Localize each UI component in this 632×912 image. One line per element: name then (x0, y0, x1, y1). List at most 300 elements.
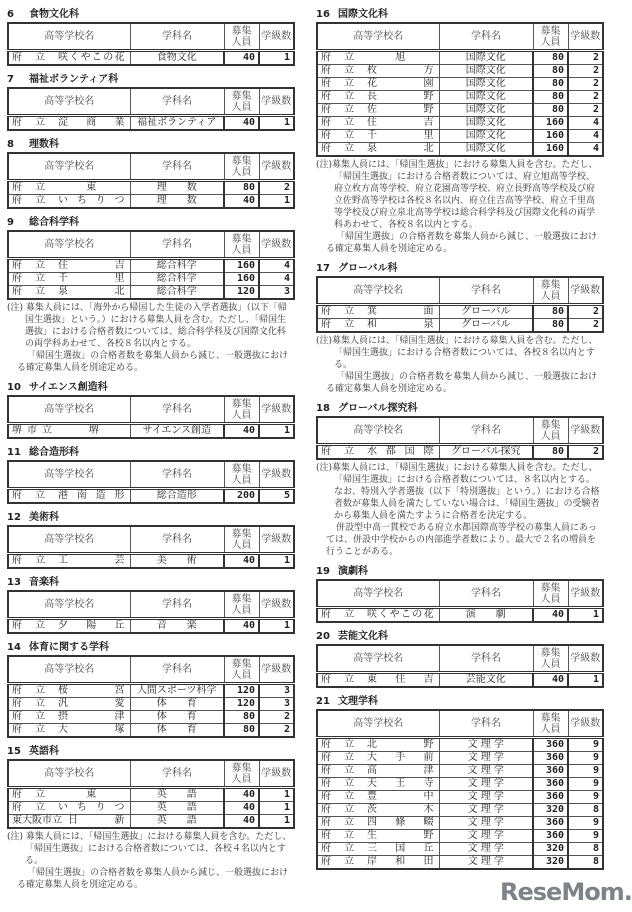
school-name-wrapper (12, 273, 127, 285)
school-name-cell (8, 116, 130, 131)
school-type: 府 立 (321, 117, 360, 128)
header-classes: 学級数 (259, 153, 294, 181)
school-name-wrapper (12, 685, 127, 697)
school-type: 府 立 (12, 802, 51, 813)
school-name-cell (317, 65, 439, 78)
department-name: 国際文化 (439, 91, 533, 104)
department-name: 文 理 学 (439, 778, 533, 791)
school-name-cell (8, 724, 130, 738)
classes-value: 1 (259, 554, 294, 569)
capacity-value: 80 (533, 65, 568, 78)
classes-value: 2 (568, 104, 603, 117)
school-type: 府 立 (12, 117, 51, 128)
note-paragraph: (注)募集人員には、「帰国生選抜」における募集人員を含む。ただし、「帰国生選抜」における合格者数については、８名以内とする。なお、特別入学者選抜（以下「特別選抜」という。）における合格者数が募集人員を満たしていない場合は、「帰国生選抜」の受験者から募集人員を満たすように合格者を決定する。 (316, 463, 600, 521)
school-type: 府 立 (12, 286, 51, 297)
school-type: 堺市立 (12, 425, 57, 436)
header-school: 高等学校名 (8, 231, 130, 259)
capacity-value: 40 (533, 673, 568, 688)
school-type: 府 立 (321, 91, 360, 102)
section-number: 9 (7, 217, 14, 228)
capacity-value: 40 (224, 815, 259, 829)
header-department: 学科名 (439, 645, 533, 673)
department-name: 文 理 学 (439, 804, 533, 817)
enrollment-table (7, 230, 295, 300)
capacity-value: 360 (533, 738, 568, 752)
school-name: 咲くやこの花 (367, 609, 434, 620)
school-name-cell (8, 815, 130, 829)
school-name: 生野 (367, 830, 434, 841)
classes-value: 1 (568, 673, 603, 688)
section-title (7, 576, 293, 590)
enrollment-table (7, 22, 295, 66)
header-department: 学科名 (439, 580, 533, 608)
capacity-value: 40 (224, 424, 259, 439)
school-type: 府 立 (321, 791, 360, 802)
department-name: グローバル (439, 305, 533, 319)
school-name-cell (317, 830, 439, 843)
table-row (317, 765, 603, 778)
department-name: 体 育 (130, 724, 224, 738)
table-row (8, 273, 294, 286)
table-row (8, 724, 294, 738)
school-name: 東 (86, 182, 97, 193)
section-number: 8 (7, 139, 14, 150)
header-classes: 学級数 (259, 231, 294, 259)
school-name-cell (8, 788, 130, 802)
department-name: 文 理 学 (439, 830, 533, 843)
school-type: 府 立 (12, 620, 51, 631)
capacity-value: 40 (224, 51, 259, 66)
note-paragraph: 「帰国生選抜」の合格者数を募集人員から減じ、一般選抜における確定募集人員を別途定める。 (326, 232, 598, 254)
note-paragraph: 「帰国生選抜」の合格者数を募集人員から減じ、一般選抜における確定募集人員を別途定める。 (326, 372, 598, 394)
table-row (8, 815, 294, 829)
school-name: 東住吉 (367, 674, 434, 685)
school-name-cell (8, 195, 130, 209)
table-row (317, 830, 603, 843)
school-name-wrapper (12, 425, 127, 437)
school-name-wrapper (12, 117, 127, 129)
school-name-wrapper (12, 724, 127, 736)
school-name: 佐野 (367, 104, 434, 115)
section-number: 10 (7, 382, 21, 393)
classes-value: 4 (568, 130, 603, 143)
school-name-cell (317, 791, 439, 804)
header-capacity: 募集 人員 (533, 277, 568, 305)
school-name: 摂津 (58, 711, 125, 722)
school-name: 豊中 (367, 791, 434, 802)
header-capacity: 募集 人員 (224, 231, 259, 259)
school-name-cell (317, 143, 439, 157)
header-school: 高等学校名 (317, 417, 439, 445)
school-name-cell (317, 319, 439, 333)
header-capacity: 募集 人員 (533, 645, 568, 673)
classes-value: 8 (568, 843, 603, 856)
section-title (7, 8, 293, 22)
section-note (7, 831, 293, 891)
department-name: 福祉ボランティア (130, 116, 224, 131)
section-title (316, 402, 602, 416)
header-capacity: 募集 人員 (533, 580, 568, 608)
school-name-wrapper (12, 182, 127, 194)
table-row (8, 554, 294, 569)
classes-value: 1 (259, 116, 294, 131)
school-type: 府 立 (12, 724, 51, 735)
section-name: 総合科学科 (29, 217, 79, 228)
section-14 (7, 641, 293, 738)
header-row (317, 417, 603, 445)
header-department: 学科名 (439, 417, 533, 445)
table-row (8, 51, 294, 66)
header-classes: 学級数 (568, 277, 603, 305)
classes-value: 3 (259, 684, 294, 698)
section-title (7, 216, 293, 230)
department-name: 英 語 (130, 788, 224, 802)
header-school: 高等学校名 (8, 396, 130, 424)
school-type: 府 立 (321, 306, 360, 317)
header-department: 学科名 (130, 591, 224, 619)
school-name: 旭 (395, 52, 406, 63)
capacity-value: 360 (533, 791, 568, 804)
header-department: 学科名 (130, 231, 224, 259)
school-name-cell (8, 424, 130, 439)
enrollment-table (7, 460, 295, 504)
table-row (317, 51, 603, 65)
school-name-wrapper (12, 286, 127, 298)
department-name: 国際文化 (439, 65, 533, 78)
school-name: 夕陽丘 (58, 620, 125, 631)
school-type: 府 立 (321, 830, 360, 841)
school-name-wrapper (12, 555, 127, 567)
school-name: 千里 (58, 273, 125, 284)
department-name: 英 語 (130, 815, 224, 829)
header-school: 高等学校名 (8, 88, 130, 116)
header-classes: 学級数 (568, 23, 603, 51)
school-type: 府 立 (321, 52, 360, 63)
table-row (317, 143, 603, 157)
department-name: 音 楽 (130, 619, 224, 634)
section-title (316, 565, 602, 579)
department-name: 文 理 学 (439, 856, 533, 870)
school-type: 府 立 (12, 182, 51, 193)
header-department: 学科名 (130, 526, 224, 554)
school-name-wrapper (321, 765, 436, 777)
table-row (317, 104, 603, 117)
section-20 (316, 630, 602, 688)
header-capacity: 募集 人員 (224, 396, 259, 424)
note-paragraph: 併設型中高一貫校である府立水都国際高等学校の募集人員にあっては、併設中学校からの内部進学者数により、最大で２名の増員を行うことがある。 (326, 523, 597, 557)
header-school: 高等学校名 (317, 277, 439, 305)
department-name: グローバル探究 (439, 445, 533, 460)
note-paragraph: (注) 募集人員には、「海外から帰国した生徒の入学者選抜」（以下「帰国生選抜」という。）における募集人員を含む。ただし、「帰国生選抜」における合格者数については、総合科学科及び国際文化科の両学科あわせて、各校８名以内とする。 (7, 303, 287, 349)
header-school: 高等学校名 (8, 656, 130, 684)
school-name-wrapper (12, 490, 127, 502)
school-name-wrapper (321, 446, 436, 458)
school-type: 府 立 (12, 195, 51, 206)
department-name: 美 術 (130, 554, 224, 569)
school-name-wrapper (321, 804, 436, 816)
school-name-wrapper (12, 802, 127, 814)
header-classes: 学級数 (568, 417, 603, 445)
school-name: 泉北 (58, 286, 125, 297)
capacity-value: 160 (533, 117, 568, 130)
note-paragraph: (注) 募集人員には、「帰国生選抜」における募集人員を含む。ただし、「帰国生選抜」における合格者数については、各校４名以内とする。 (7, 832, 292, 866)
classes-value: 2 (568, 51, 603, 65)
school-type: 府 立 (12, 698, 51, 709)
school-name-cell (317, 765, 439, 778)
school-name: 大塚 (58, 724, 125, 735)
school-name-wrapper (12, 815, 127, 827)
school-name-cell (8, 51, 130, 66)
school-name-cell (317, 856, 439, 870)
capacity-value: 80 (533, 104, 568, 117)
school-type: 府 立 (12, 711, 51, 722)
header-department: 学科名 (130, 153, 224, 181)
capacity-value: 360 (533, 778, 568, 791)
school-name: いちりつ (58, 195, 125, 206)
school-name-cell (317, 804, 439, 817)
table-row (8, 181, 294, 195)
classes-value: 4 (259, 273, 294, 286)
school-name-cell (317, 817, 439, 830)
section-number: 7 (7, 74, 14, 85)
school-type: 府 立 (12, 490, 51, 501)
school-name-cell (8, 554, 130, 569)
note-paragraph: (注)募集人員には、「帰国生選抜」における募集人員を含む。ただし、「帰国生選抜」における合格者数については、各校８名以内とする。 (316, 336, 598, 370)
classes-value: 9 (568, 830, 603, 843)
header-capacity: 募集 人員 (224, 23, 259, 51)
classes-value: 1 (568, 608, 603, 623)
header-row (8, 153, 294, 181)
capacity-value: 40 (224, 195, 259, 209)
classes-value: 2 (259, 711, 294, 724)
capacity-value: 120 (224, 286, 259, 300)
section-8 (7, 138, 293, 209)
school-name-cell (317, 778, 439, 791)
capacity-value: 320 (533, 804, 568, 817)
school-name: 住吉 (367, 117, 434, 128)
table-row (8, 424, 294, 439)
classes-value: 9 (568, 738, 603, 752)
school-name-wrapper (321, 143, 436, 155)
school-type: 府 立 (321, 856, 360, 867)
table-row (317, 804, 603, 817)
enrollment-table (316, 644, 604, 688)
header-capacity: 募集 人員 (533, 417, 568, 445)
school-name: 天王寺 (367, 778, 434, 789)
school-name-wrapper (321, 778, 436, 790)
header-department: 学科名 (130, 88, 224, 116)
section-name: 総合造形科 (29, 447, 79, 458)
table-row (8, 619, 294, 634)
school-type: 府 立 (12, 273, 51, 284)
school-type: 府 立 (321, 778, 360, 789)
school-name-cell (8, 684, 130, 698)
capacity-value: 80 (533, 51, 568, 65)
classes-value: 5 (259, 489, 294, 504)
section-number: 15 (7, 746, 21, 757)
department-name: 英 語 (130, 802, 224, 815)
section-name: 理数科 (29, 139, 59, 150)
section-18 (316, 402, 602, 558)
header-classes: 学級数 (259, 760, 294, 788)
section-title (316, 262, 602, 276)
header-capacity: 募集 人員 (224, 88, 259, 116)
enrollment-table (7, 590, 295, 634)
section-11 (7, 446, 293, 504)
section-name: グローバル科 (338, 263, 398, 274)
section-note (7, 302, 293, 374)
resemom-logo: ReseMom. (500, 878, 632, 906)
section-12 (7, 511, 293, 569)
department-name: 文 理 学 (439, 765, 533, 778)
school-type: 府 立 (321, 78, 360, 89)
capacity-value: 80 (533, 445, 568, 460)
section-name: 文理学科 (338, 696, 378, 707)
table-row (317, 305, 603, 319)
department-name: 食物文化 (130, 51, 224, 66)
section-9 (7, 216, 293, 374)
school-name-cell (317, 117, 439, 130)
school-name-wrapper (321, 791, 436, 803)
header-capacity: 募集 人員 (533, 710, 568, 738)
header-department: 学科名 (130, 23, 224, 51)
classes-value: 9 (568, 752, 603, 765)
school-name-wrapper (12, 620, 127, 632)
header-department: 学科名 (439, 277, 533, 305)
section-number: 17 (316, 263, 330, 274)
enrollment-table (7, 87, 295, 131)
department-name: 人間スポーツ科学 (130, 684, 224, 698)
school-name: 大手前 (367, 752, 434, 763)
school-name: いちりつ (58, 802, 125, 813)
department-name: 文 理 学 (439, 791, 533, 804)
header-school: 高等学校名 (317, 23, 439, 51)
header-row (317, 277, 603, 305)
header-classes: 学級数 (568, 580, 603, 608)
section-name: 演劇科 (338, 566, 368, 577)
section-21 (316, 695, 602, 870)
section-name: 英語科 (29, 746, 59, 757)
school-name-wrapper (321, 752, 436, 764)
capacity-value: 320 (533, 843, 568, 856)
note-paragraph: (注)募集人員には、「帰国生選抜」における募集人員を含む。ただし、「帰国生選抜」における合格者数については、府立旭高等学校、府立枚方高等学校、府立花園高等学校、府立長野高等学校及び府立佐野高等学校は各校８名以内、府立住吉高等学校、府立千里高等学校及び府立泉北高等学校は総合科学科及び国際文化科の両学科あわせて、各校８名以内とする。 (316, 160, 598, 230)
school-name: 高津 (367, 765, 434, 776)
header-classes: 学級数 (259, 396, 294, 424)
header-school: 高等学校名 (317, 645, 439, 673)
capacity-value: 40 (224, 619, 259, 634)
section-number: 20 (316, 631, 330, 642)
enrollment-table (7, 525, 295, 569)
section-name: 国際文化科 (338, 9, 388, 20)
school-name: 泉北 (367, 143, 434, 154)
school-name: 工芸 (58, 555, 125, 566)
note-paragraph: 「帰国生選抜」の合格者数を募集人員から減じ、一般選抜における確定募集人員を別途定める。 (17, 868, 289, 890)
school-type: 府 立 (12, 685, 51, 696)
section-name: 音楽科 (29, 577, 59, 588)
table-row (317, 319, 603, 333)
capacity-value: 80 (224, 711, 259, 724)
header-row (8, 760, 294, 788)
section-title (316, 695, 602, 709)
table-row (317, 65, 603, 78)
school-name: 咲くやこの花 (58, 52, 125, 63)
table-row (317, 778, 603, 791)
capacity-value: 120 (224, 698, 259, 711)
table-row (317, 673, 603, 688)
header-row (317, 580, 603, 608)
school-name: 枚方 (367, 65, 434, 76)
school-name-wrapper (12, 195, 127, 207)
section-number: 19 (316, 566, 330, 577)
school-type: 府 立 (321, 143, 360, 154)
school-name-cell (8, 711, 130, 724)
capacity-value: 360 (533, 830, 568, 843)
header-capacity: 募集 人員 (224, 760, 259, 788)
school-name-wrapper (321, 674, 436, 686)
header-school: 高等学校名 (317, 580, 439, 608)
section-title (316, 630, 602, 644)
school-type: 府 立 (321, 765, 360, 776)
capacity-value: 80 (533, 78, 568, 91)
school-name: 港南造形 (58, 490, 125, 501)
department-name: 文 理 学 (439, 843, 533, 856)
department-name: 国際文化 (439, 130, 533, 143)
header-school: 高等学校名 (8, 461, 130, 489)
section-7 (7, 73, 293, 131)
school-type: 府 立 (12, 789, 51, 800)
capacity-value: 80 (533, 319, 568, 333)
section-number: 11 (7, 447, 21, 458)
school-type: 府 立 (321, 739, 360, 750)
header-department: 学科名 (130, 760, 224, 788)
school-name-wrapper (12, 711, 127, 723)
school-name-wrapper (321, 817, 436, 829)
header-row (8, 88, 294, 116)
school-name-wrapper (321, 78, 436, 90)
school-name-wrapper (321, 856, 436, 868)
section-number: 12 (7, 512, 21, 523)
header-row (8, 23, 294, 51)
header-capacity: 募集 人員 (224, 153, 259, 181)
school-name-cell (8, 489, 130, 504)
school-name-wrapper (321, 52, 436, 64)
header-classes: 学級数 (568, 645, 603, 673)
table-row (317, 130, 603, 143)
school-type: 府 立 (321, 674, 360, 685)
school-type: 府 立 (321, 446, 360, 457)
school-name: 水都国際 (367, 446, 434, 457)
header-row (317, 710, 603, 738)
capacity-value: 80 (224, 181, 259, 195)
school-type: 府 立 (321, 319, 360, 330)
school-name-cell (8, 802, 130, 815)
classes-value: 1 (259, 802, 294, 815)
section-title (7, 381, 293, 395)
school-name: 住吉 (58, 260, 125, 271)
capacity-value: 160 (224, 273, 259, 286)
department-name: 国際文化 (439, 51, 533, 65)
school-name-cell (317, 752, 439, 765)
classes-value: 1 (259, 51, 294, 66)
header-classes: 学級数 (259, 526, 294, 554)
department-name: 文 理 学 (439, 752, 533, 765)
school-name-cell (317, 104, 439, 117)
school-name-wrapper (321, 319, 436, 331)
capacity-value: 80 (224, 724, 259, 738)
header-row (8, 231, 294, 259)
department-name: 体 育 (130, 711, 224, 724)
section-title (7, 511, 293, 525)
